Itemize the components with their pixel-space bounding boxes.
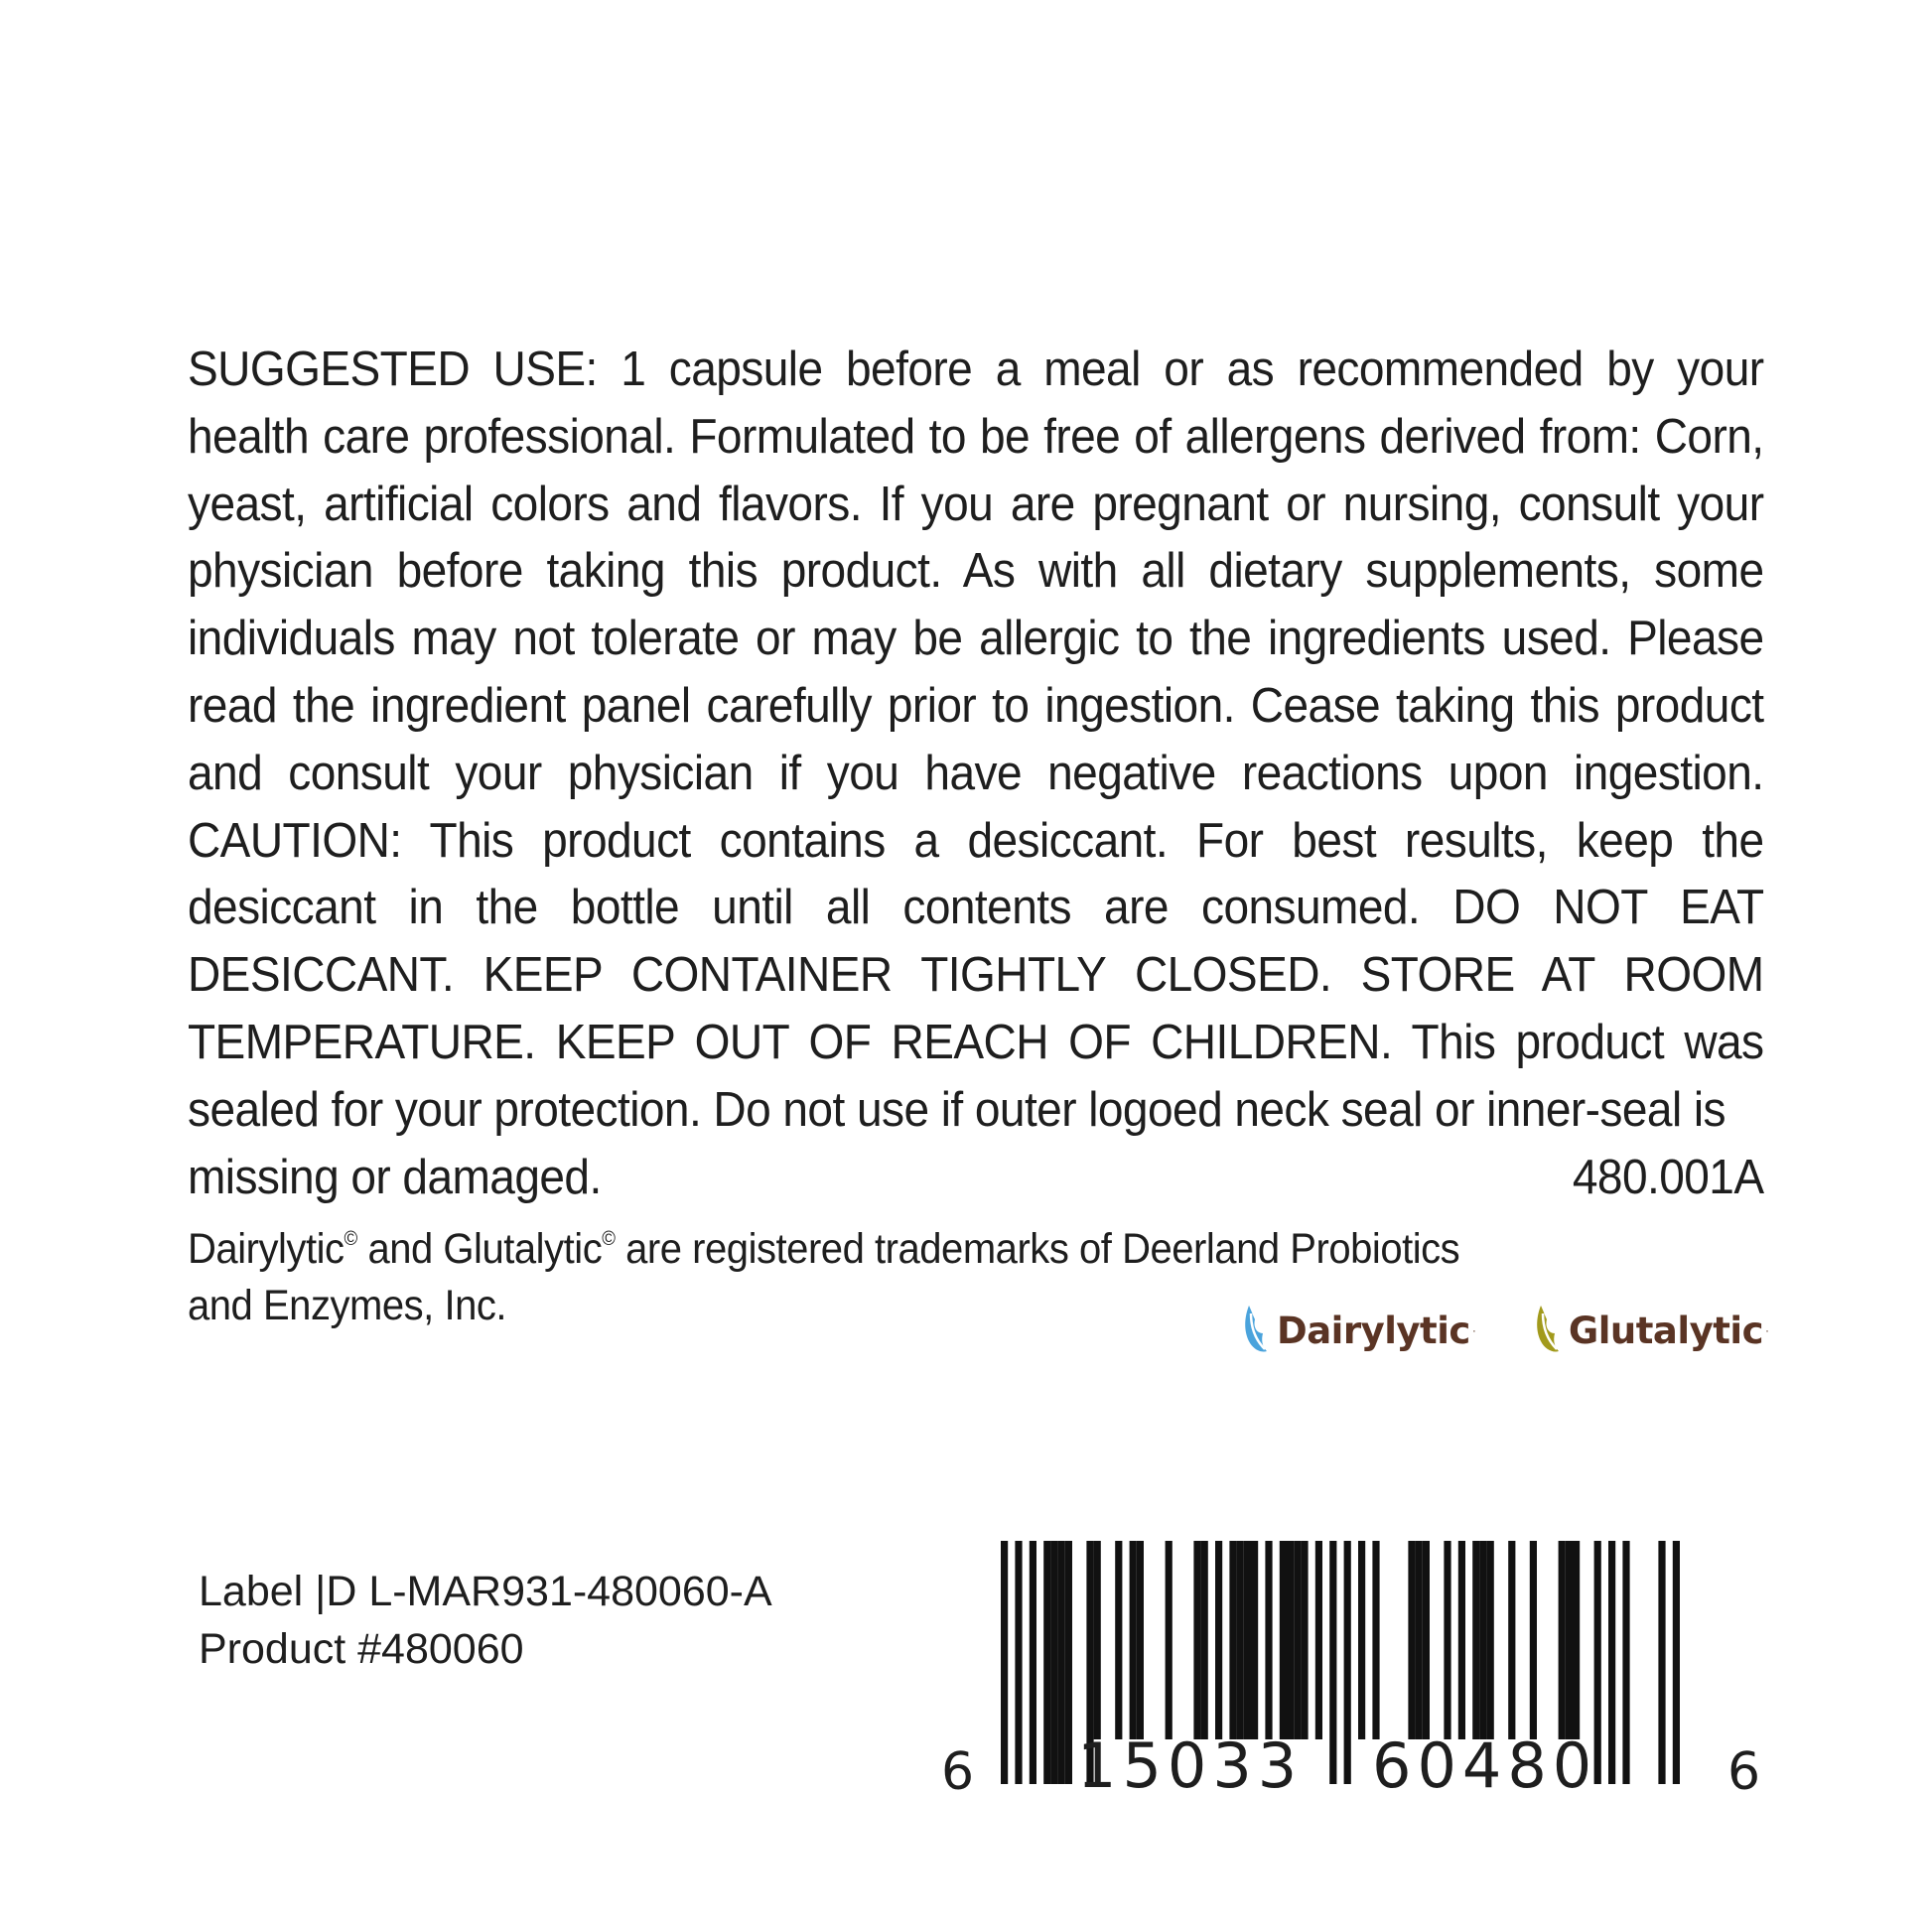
barcode-bar xyxy=(1193,1541,1200,1739)
barcode-bar xyxy=(1416,1541,1423,1739)
product-number-text: Product #480060 xyxy=(199,1625,524,1673)
barcode-bar xyxy=(1423,1541,1430,1739)
glutalytic-logo xyxy=(1535,1304,1769,1357)
barcode-bar xyxy=(1237,1541,1244,1739)
barcode-bar xyxy=(1030,1541,1036,1784)
barcode-bar xyxy=(1673,1541,1680,1784)
barcode-bar xyxy=(1344,1541,1351,1784)
dairylytic-logo xyxy=(1243,1304,1476,1357)
trademark-line-1 xyxy=(188,1221,1480,1278)
trademark-brand-2: Glutalytic xyxy=(443,1225,603,1273)
directions-final-text: missing or damaged. xyxy=(188,1149,602,1204)
glutalytic-tm: · xyxy=(1765,1323,1769,1337)
label-identifiers xyxy=(199,1563,772,1678)
barcode-bar xyxy=(1530,1541,1537,1739)
barcode-bar xyxy=(1622,1541,1629,1784)
barcode-bar xyxy=(1566,1541,1573,1739)
trademark-line-2: and Enzymes, Inc. xyxy=(188,1282,507,1329)
barcode-bar xyxy=(1043,1541,1050,1784)
barcode-bar xyxy=(1050,1541,1057,1784)
barcode-lead-digit: 6 xyxy=(941,1742,975,1799)
barcode-bar xyxy=(1229,1541,1236,1739)
barcode-bar xyxy=(1166,1541,1173,1739)
barcode-bar xyxy=(1329,1541,1336,1784)
barcode-bar xyxy=(1315,1541,1322,1739)
barcode-bar xyxy=(1251,1541,1258,1739)
barcode-bar xyxy=(1065,1541,1072,1784)
barcode-bar xyxy=(1458,1541,1465,1739)
barcode-bar xyxy=(1479,1541,1486,1739)
barcode-bar xyxy=(1559,1541,1566,1739)
barcode-bar xyxy=(1287,1541,1294,1739)
barcode-bar xyxy=(1372,1541,1379,1739)
barcode-bar xyxy=(1001,1541,1008,1784)
barcode-check-digit: 6 xyxy=(1727,1742,1761,1799)
trademark-rest: are registered trademarks of Deerland Probiotics xyxy=(615,1225,1460,1273)
upc-barcode xyxy=(933,1541,1767,1799)
barcode-bar xyxy=(1294,1541,1301,1739)
barcode-bar xyxy=(1408,1541,1415,1739)
blue-leaf-icon xyxy=(1243,1304,1271,1357)
barcode-bar xyxy=(1487,1541,1494,1739)
registered-mark-2: © xyxy=(602,1228,616,1250)
barcode-bar xyxy=(1658,1541,1665,1784)
trademark-brand-1: Dairylytic xyxy=(188,1225,345,1273)
trademark-and: and xyxy=(356,1225,444,1273)
label-version-code: 480.001A xyxy=(1572,1149,1764,1204)
barcode-bar xyxy=(1115,1541,1122,1739)
barcode-bar xyxy=(1201,1541,1208,1739)
directions-paragraph: SUGGESTED USE: 1 capsule before a meal or as recommended by your health care professional. Formulated to be free of allergens derived from: Corn, yeast, artificial colors and flavors. If you are pregnant or nursing, consult your physician before taking this product. As with all dietary supplements, some individuals may not tolerate or may be allergic to the ingredients used. Please read the ingredient panel carefully prior to ingestion. Cease taking this product and consult your physician if you have negative reactions upon ingestion. CAUTION: This product contains a desiccant. For best results, keep the desiccant in the bottle until all contents are consumed. DO NOT EAT DESICCANT. KEEP CONTAINER TIGHTLY CLOSED. STORE AT ROOM TEMPERATURE. KEEP OUT OF REACH OF CHILDREN. This product was sealed for your protection. Do not use if outer logoed neck seal or inner-seal is xyxy=(188,342,1764,1137)
brand-logos xyxy=(1243,1296,1769,1365)
barcode-right-group: 60480 xyxy=(1372,1729,1598,1799)
barcode-bar xyxy=(1265,1541,1272,1739)
barcode-bar xyxy=(1301,1541,1308,1739)
barcode-bar xyxy=(1472,1541,1479,1739)
dairylytic-tm: · xyxy=(1471,1323,1476,1337)
barcode-bar xyxy=(1130,1541,1137,1739)
glutalytic-logo-text: Glutalytic xyxy=(1568,1309,1763,1352)
label-id-text: Label |D L-MAR931-480060-A xyxy=(199,1568,772,1615)
barcode-bar xyxy=(1137,1541,1144,1739)
suggested-use-text-block xyxy=(188,336,1764,1210)
barcode-bar xyxy=(1244,1541,1251,1739)
barcode-bar xyxy=(1358,1541,1365,1739)
barcode-bar xyxy=(1015,1541,1022,1784)
dairylytic-logo-text: Dairylytic xyxy=(1277,1309,1470,1352)
registered-mark-1: © xyxy=(344,1228,357,1250)
barcode-left-group: 15033 xyxy=(1077,1729,1304,1799)
olive-leaf-icon xyxy=(1535,1304,1563,1357)
barcode-bar xyxy=(1094,1541,1101,1739)
barcode-bar xyxy=(1280,1541,1287,1739)
directions-last-line xyxy=(188,1144,1764,1211)
barcode-bar xyxy=(1444,1541,1450,1739)
barcode-bar xyxy=(1508,1541,1515,1739)
barcode-bar xyxy=(1608,1541,1615,1784)
barcode-bar xyxy=(1058,1541,1065,1784)
barcode-bar xyxy=(1573,1541,1580,1739)
barcode-bar xyxy=(1215,1541,1222,1739)
